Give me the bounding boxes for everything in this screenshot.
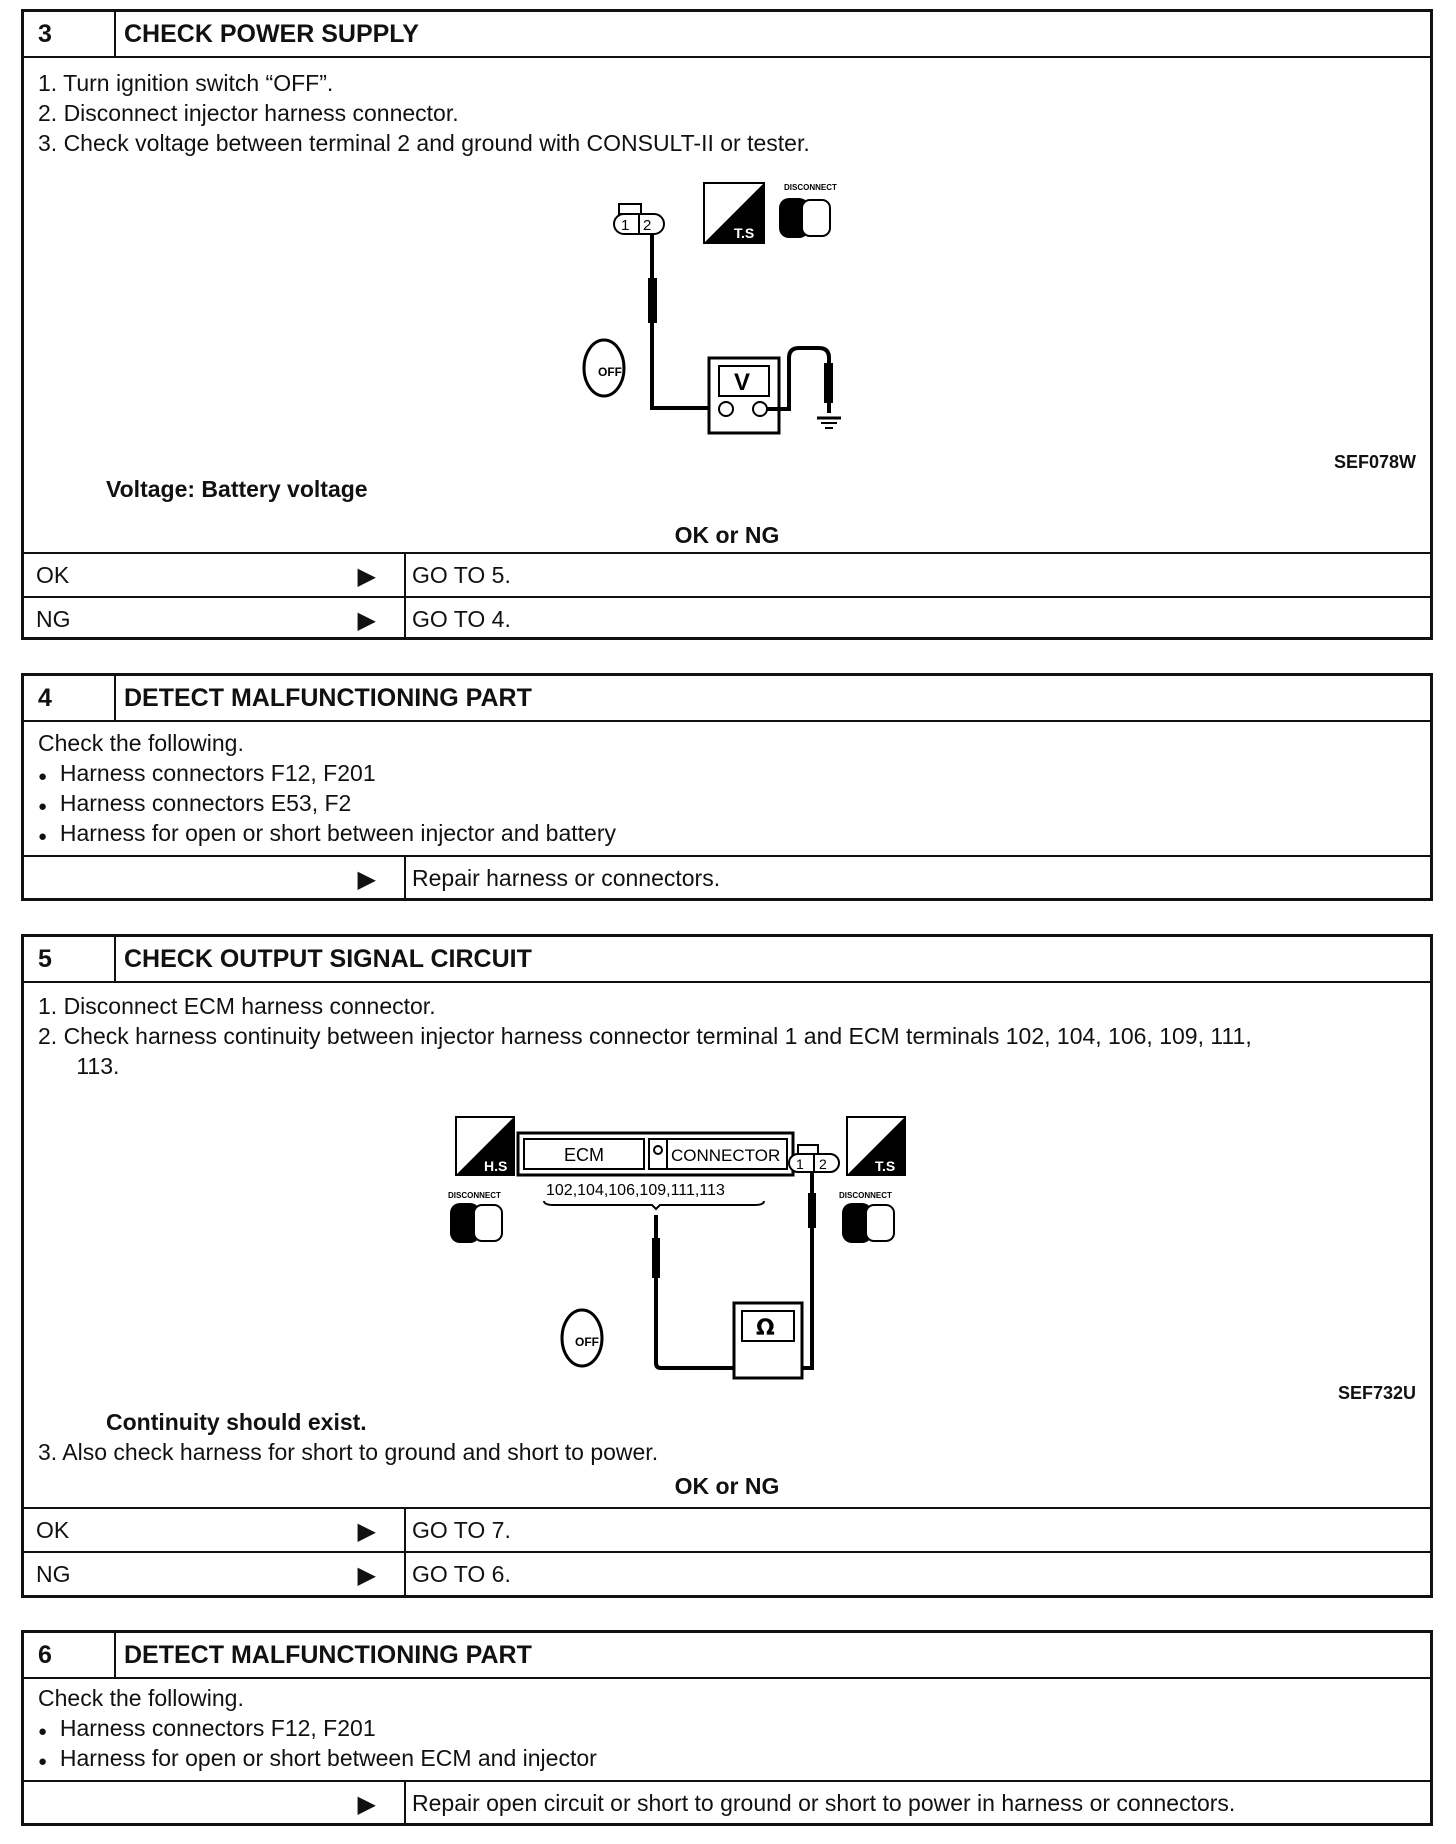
result-label: OK xyxy=(36,1517,70,1543)
result-label: NG xyxy=(36,606,71,632)
bullet-icon: ● xyxy=(38,768,48,785)
svg-text:DISCONNECT: DISCONNECT xyxy=(448,1191,501,1200)
bullet-icon: ● xyxy=(38,798,48,815)
figure-code: SEF732U xyxy=(1337,1383,1416,1403)
step-4-box xyxy=(21,673,1433,901)
instruction: 1. Disconnect ECM harness connector. xyxy=(38,993,436,1019)
step-title: CHECK OUTPUT SIGNAL CIRCUIT xyxy=(124,945,532,973)
result-row-ok xyxy=(24,552,1430,596)
ok-ng-question: OK or NG xyxy=(674,1473,780,1499)
intro-text: Check the following. xyxy=(38,1685,244,1711)
instruction: 3. Also check harness for short to ground and short to power. xyxy=(38,1439,659,1465)
bullet-icon: ● xyxy=(38,828,48,845)
checklist-item: Harness connectors E53, F2 xyxy=(59,790,352,816)
arrow-icon: ▶ xyxy=(357,1518,376,1545)
checklist-item: Harness for open or short between ECM and injector xyxy=(59,1745,597,1771)
ok-ng-question: OK or NG xyxy=(674,522,780,548)
figure-code: SEF078W xyxy=(1333,452,1416,472)
result-label: OK xyxy=(36,562,70,588)
ts-badge: T.S xyxy=(875,1158,896,1174)
arrow-icon: ▶ xyxy=(357,563,376,590)
result-label: NG xyxy=(36,1561,71,1587)
connector-label: CONNECTOR xyxy=(671,1146,781,1165)
arrow-icon: ▶ xyxy=(357,1562,376,1589)
result-action: GO TO 7. xyxy=(412,1517,511,1543)
step-title: CHECK POWER SUPPLY xyxy=(124,20,419,48)
result-action: Repair harness or connectors. xyxy=(412,865,721,891)
bullet-icon: ● xyxy=(38,1753,48,1770)
step-number: 3 xyxy=(24,12,116,56)
step-number: 4 xyxy=(24,676,116,720)
instruction: 2. Disconnect injector harness connector. xyxy=(38,100,459,126)
svg-text:OFF: OFF xyxy=(575,1335,599,1349)
voltage-test-diagram xyxy=(574,178,894,438)
result-row-ng xyxy=(24,1551,1430,1595)
svg-text:T.S: T.S xyxy=(734,225,755,241)
svg-text:2: 2 xyxy=(643,217,652,234)
checklist-item: Harness connectors F12, F201 xyxy=(59,1715,376,1741)
hs-badge: H.S xyxy=(484,1158,508,1174)
ecm-label: ECM xyxy=(564,1145,604,1165)
svg-text:V: V xyxy=(734,369,751,396)
bullet-icon: ● xyxy=(38,1723,48,1740)
result-row-ng xyxy=(24,596,1430,640)
arrow-icon: ▶ xyxy=(357,866,376,893)
result-action: GO TO 6. xyxy=(412,1561,511,1587)
continuity-test-diagram xyxy=(434,1103,1034,1383)
disconnect-label: DISCONNECT xyxy=(784,183,837,192)
ecm-terminals: 102,104,106,109,111,113 xyxy=(546,1182,725,1199)
result-row-ok xyxy=(24,1507,1430,1551)
checklist-item: Harness connectors F12, F201 xyxy=(59,760,376,786)
instruction: 2. Check harness continuity between injector harness connector terminal 1 and ECM terminals 102, 104, 106, 109, 111, xyxy=(38,1023,1252,1049)
result-action: Repair open circuit or short to ground or short to power in harness or connectors. xyxy=(412,1790,1236,1816)
svg-text:1: 1 xyxy=(621,217,630,234)
result-row xyxy=(24,1780,1430,1824)
result-action: GO TO 4. xyxy=(412,606,511,632)
svg-text:Ω: Ω xyxy=(756,1316,775,1341)
svg-text:1: 1 xyxy=(796,1156,804,1172)
specification: Voltage: Battery voltage xyxy=(106,476,368,502)
instruction: 3. Check voltage between terminal 2 and ground with CONSULT-II or tester. xyxy=(38,130,810,156)
step-title: DETECT MALFUNCTIONING PART xyxy=(124,1641,532,1669)
svg-text:2: 2 xyxy=(819,1156,827,1172)
step-6-box xyxy=(21,1630,1433,1826)
specification: Continuity should exist. xyxy=(106,1409,367,1435)
step-number: 6 xyxy=(24,1633,116,1677)
step-5-box xyxy=(21,934,1433,1598)
instruction: 1. Turn ignition switch “OFF”. xyxy=(38,70,334,96)
checklist-item: Harness for open or short between injector and battery xyxy=(59,820,616,846)
step-title: DETECT MALFUNCTIONING PART xyxy=(124,684,532,712)
svg-text:DISCONNECT: DISCONNECT xyxy=(839,1191,892,1200)
svg-text:OFF: OFF xyxy=(598,365,622,379)
arrow-icon: ▶ xyxy=(357,607,376,634)
instruction: 113. xyxy=(38,1053,120,1079)
step-number: 5 xyxy=(24,937,116,981)
intro-text: Check the following. xyxy=(38,730,244,756)
step-3-box xyxy=(21,9,1433,640)
result-row xyxy=(24,855,1430,899)
result-action: GO TO 5. xyxy=(412,562,511,588)
arrow-icon: ▶ xyxy=(357,1791,376,1818)
